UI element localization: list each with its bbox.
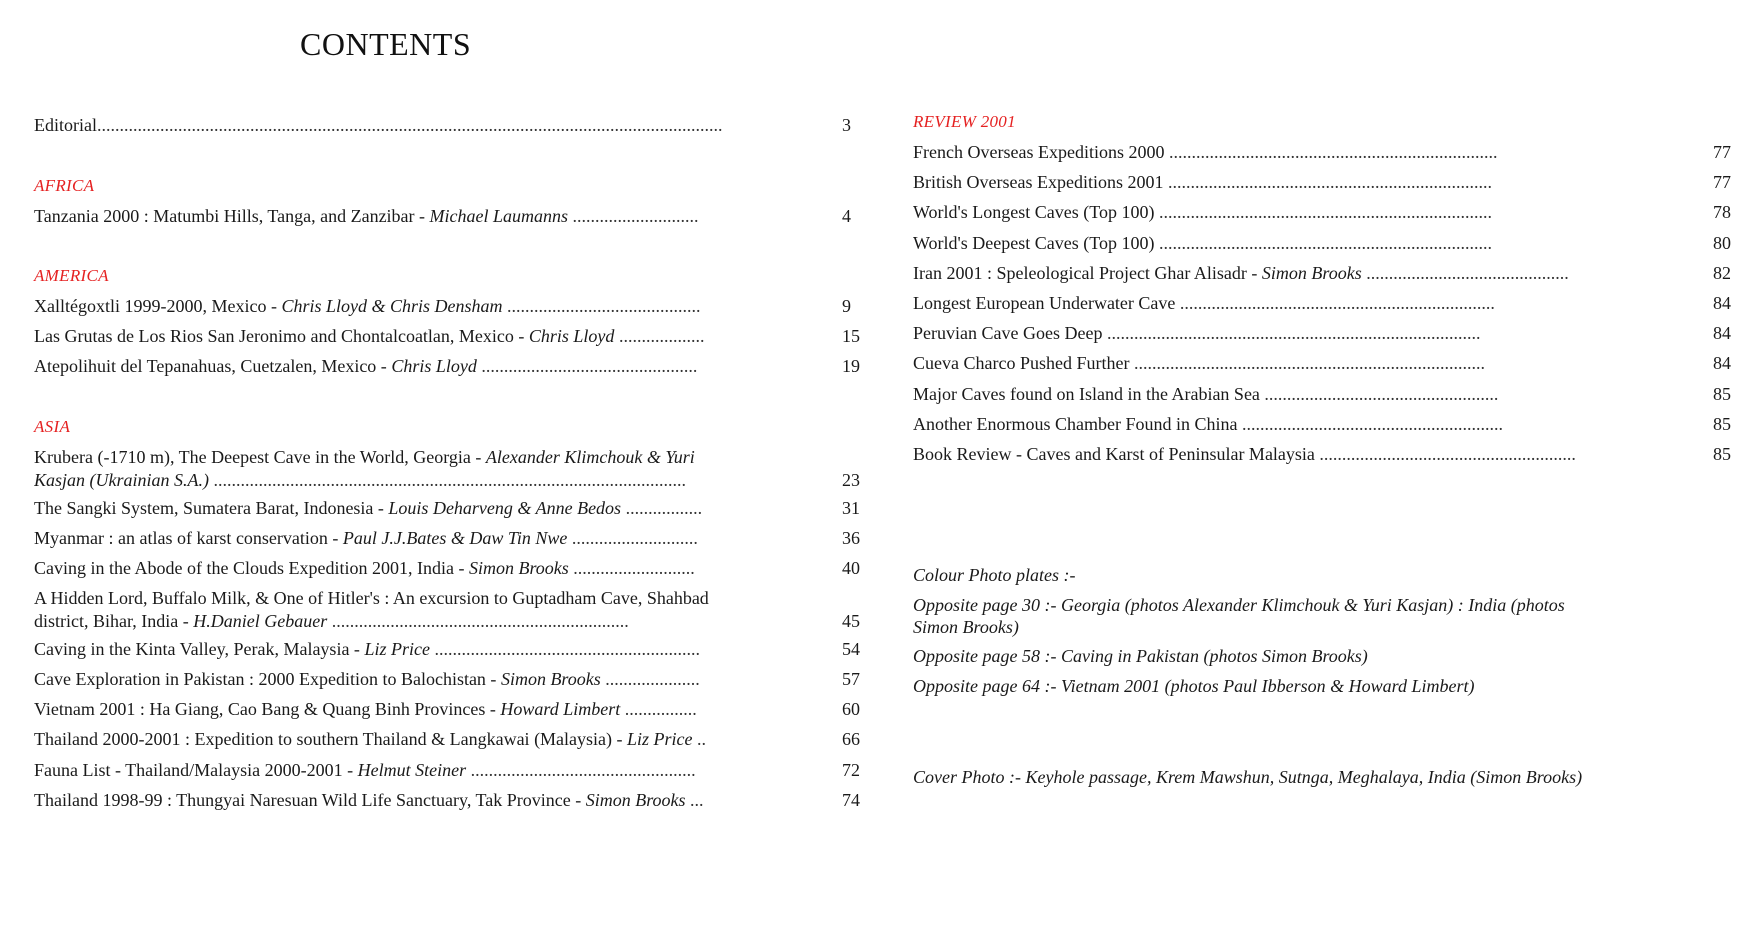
toc-entry[interactable] bbox=[913, 262, 1743, 285]
toc-entry[interactable] bbox=[34, 557, 860, 580]
leader-dots: ............................................. bbox=[1361, 263, 1569, 283]
leader-dots: ................................................ bbox=[476, 356, 698, 376]
page-number: 77 bbox=[1713, 172, 1731, 192]
toc-entry[interactable] bbox=[913, 141, 1743, 164]
page-number: 60 bbox=[842, 699, 860, 719]
section-heading-africa: AFRICA bbox=[34, 176, 95, 195]
entry-title: Peruvian Cave Goes Deep bbox=[913, 323, 1103, 343]
toc-entry[interactable] bbox=[34, 698, 860, 721]
plate-note-3: Opposite page 64 :- Vietnam 2001 (photos Paul Ibberson & Howard Limbert) bbox=[913, 676, 1475, 696]
entry-title: Major Caves found on Island in the Arabian Sea bbox=[913, 384, 1260, 404]
toc-entry[interactable] bbox=[913, 171, 1743, 194]
leader-dots: ................................................................................... bbox=[1102, 323, 1481, 343]
leader-dots: ................... bbox=[614, 326, 705, 346]
page-number: 72 bbox=[842, 760, 860, 780]
toc-entry[interactable] bbox=[34, 325, 860, 348]
section-heading-america: AMERICA bbox=[34, 266, 109, 285]
entry-author: Howard Limbert bbox=[500, 699, 621, 719]
entry-title: Xalltégoxtli 1999-2000, Mexico - bbox=[34, 296, 282, 316]
toc-entry[interactable] bbox=[34, 638, 860, 661]
entry-title: Cave Exploration in Pakistan : 2000 Expedition to Balochistan - bbox=[34, 669, 501, 689]
page-number: 45 bbox=[842, 611, 860, 631]
page-number: 84 bbox=[1713, 353, 1731, 373]
leader-dots: .................................................. bbox=[466, 760, 696, 780]
section-heading-asia: ASIA bbox=[34, 417, 71, 436]
page-number: 54 bbox=[842, 639, 860, 659]
page-number: 74 bbox=[842, 790, 860, 810]
toc-entry[interactable] bbox=[34, 497, 860, 520]
leader-dots: ........................................................... bbox=[429, 639, 700, 659]
entry-title-cont: district, Bihar, India - bbox=[34, 611, 194, 631]
section-heading-review: REVIEW 2001 bbox=[913, 112, 1016, 131]
entry-author: Liz Price bbox=[627, 729, 693, 749]
toc-entry[interactable] bbox=[913, 322, 1743, 345]
leader-dots: ........................... bbox=[568, 558, 695, 578]
page-number: 84 bbox=[1713, 323, 1731, 343]
entry-title: Iran 2001 : Speleological Project Ghar Alisadr - bbox=[913, 263, 1262, 283]
leader-dots: .......................................................... bbox=[1237, 414, 1503, 434]
entry-author: Chris Lloyd & Chris Densham bbox=[281, 296, 503, 316]
toc-entry[interactable] bbox=[913, 232, 1743, 255]
page-number: 19 bbox=[842, 356, 860, 376]
entry-author-cont: Kasjan (Ukrainian S.A.) bbox=[34, 470, 209, 490]
entry-title: Caving in the Abode of the Clouds Expedition 2001, India - bbox=[34, 558, 469, 578]
entry-author: Simon Brooks bbox=[468, 558, 569, 578]
leader-dots: ........................................... bbox=[502, 296, 701, 316]
toc-entry[interactable] bbox=[34, 728, 860, 751]
page-number: 36 bbox=[842, 528, 860, 548]
entry-author: Simon Brooks bbox=[585, 790, 686, 810]
page-number: 57 bbox=[842, 669, 860, 689]
toc-entry[interactable] bbox=[34, 789, 860, 812]
page-number: 84 bbox=[1713, 293, 1731, 313]
leader-dots: .. bbox=[692, 729, 707, 749]
page-number: 15 bbox=[842, 326, 860, 346]
leader-dots: ............................ bbox=[567, 528, 698, 548]
leader-dots: ......................................................... bbox=[1314, 444, 1576, 464]
toc-entry[interactable] bbox=[34, 295, 860, 318]
entry-title: Thailand 1998-99 : Thungyai Naresuan Wild Life Sanctuary, Tak Province - bbox=[34, 790, 586, 810]
leader-dots: ................. bbox=[621, 498, 703, 518]
leader-dots: .......................................................................... bbox=[1154, 202, 1492, 222]
entry-title: Las Grutas de Los Rios San Jeronimo and Chontalcoatlan, Mexico - bbox=[34, 326, 529, 346]
entry-title: Cueva Charco Pushed Further bbox=[913, 353, 1130, 373]
entry-author: Alexander Klimchouk & Yuri bbox=[485, 447, 695, 467]
leader-dots: .................................................... bbox=[1259, 384, 1499, 404]
entry-title: Krubera (-1710 m), The Deepest Cave in the World, Georgia - bbox=[34, 447, 486, 467]
entry-title: Another Enormous Chamber Found in China bbox=[913, 414, 1238, 434]
entry-title: Atepolihuit del Tepanahuas, Cuetzalen, Mexico - bbox=[34, 356, 392, 376]
entry-title: Vietnam 2001 : Ha Giang, Cao Bang & Quang Binh Provinces - bbox=[34, 699, 501, 719]
colour-plates-heading: Colour Photo plates :- bbox=[913, 565, 1076, 585]
page-number: 9 bbox=[842, 296, 851, 316]
page-number: 78 bbox=[1713, 202, 1731, 222]
leader-dots: .............................................................................. bbox=[1129, 353, 1485, 373]
page-number: 85 bbox=[1713, 414, 1731, 434]
entry-author: Simon Brooks bbox=[1261, 263, 1362, 283]
entry-author: Michael Laumanns bbox=[429, 206, 569, 226]
entry-title: Longest European Underwater Cave bbox=[913, 293, 1176, 313]
toc-entry[interactable] bbox=[34, 759, 860, 782]
entry-title: Editorial bbox=[34, 115, 97, 135]
toc-entry[interactable] bbox=[34, 587, 860, 633]
entry-title: French Overseas Expeditions 2000 bbox=[913, 142, 1165, 162]
toc-entry[interactable] bbox=[913, 413, 1743, 436]
leader-dots: ............................ bbox=[568, 206, 699, 226]
page-number: 82 bbox=[1713, 263, 1731, 283]
plate-note-1 bbox=[913, 594, 1673, 638]
entry-title: Fauna List - Thailand/Malaysia 2000-2001 - bbox=[34, 760, 358, 780]
page-number: 40 bbox=[842, 558, 860, 578]
page-number: 85 bbox=[1713, 384, 1731, 404]
leader-dots: ......................................................................................................... bbox=[209, 470, 686, 490]
toc-entry[interactable] bbox=[913, 201, 1743, 224]
toc-entry[interactable] bbox=[913, 292, 1743, 315]
leader-dots: ... bbox=[685, 790, 704, 810]
entry-title: Thailand 2000-2001 : Expedition to southern Thailand & Langkawai (Malaysia) - bbox=[34, 729, 628, 749]
entry-title: A Hidden Lord, Buffalo Milk, & One of Hitler's : An excursion to Guptadham Cave, Shahbad bbox=[34, 588, 709, 608]
toc-entry[interactable] bbox=[34, 527, 860, 550]
page-title: CONTENTS bbox=[300, 26, 472, 62]
plate-note-1-line1: Opposite page 30 :- Georgia (photos Alexander Klimchouk & Yuri Kasjan) : India (photos bbox=[913, 595, 1565, 615]
entry-author: Liz Price bbox=[364, 639, 430, 659]
entry-author: Paul J.J.Bates & Daw Tin Nwe bbox=[342, 528, 568, 548]
page-number: 80 bbox=[1713, 233, 1731, 253]
entry-title: World's Longest Caves (Top 100) bbox=[913, 202, 1155, 222]
leader-dots: .......................................................................... bbox=[1154, 233, 1492, 253]
entry-author: Helmut Steiner bbox=[357, 760, 467, 780]
leader-dots: ........................................................................ bbox=[1163, 172, 1492, 192]
toc-entry[interactable] bbox=[34, 668, 860, 691]
cover-photo-note: Cover Photo :- Keyhole passage, Krem Mawshun, Sutnga, Meghalaya, India (Simon Brooks) bbox=[913, 767, 1583, 787]
entry-title: The Sangki System, Sumatera Barat, Indonesia - bbox=[34, 498, 389, 518]
page-number: 77 bbox=[1713, 142, 1731, 162]
entry-title: World's Deepest Caves (Top 100) bbox=[913, 233, 1155, 253]
leader-dots: ......................................................................... bbox=[1164, 142, 1498, 162]
entry-author: Chris Lloyd bbox=[528, 326, 615, 346]
page-number: 66 bbox=[842, 729, 860, 749]
toc-entry[interactable] bbox=[913, 352, 1743, 375]
plate-note-2: Opposite page 58 :- Caving in Pakistan (photos Simon Brooks) bbox=[913, 646, 1368, 666]
entry-author: Chris Lloyd bbox=[391, 356, 477, 376]
page-number: 23 bbox=[842, 470, 860, 490]
toc-entry[interactable] bbox=[34, 446, 860, 492]
toc-entry[interactable] bbox=[34, 205, 860, 228]
toc-entry[interactable] bbox=[913, 383, 1743, 406]
entry-title: British Overseas Expeditions 2001 bbox=[913, 172, 1164, 192]
page-number: 85 bbox=[1713, 444, 1731, 464]
page-number: 31 bbox=[842, 498, 860, 518]
page-number: 3 bbox=[842, 115, 851, 135]
plate-note-1-line2: Simon Brooks) bbox=[913, 617, 1019, 637]
entry-author: Simon Brooks bbox=[500, 669, 601, 689]
entry-title: Tanzania 2000 : Matumbi Hills, Tanga, and Zanzibar - bbox=[34, 206, 430, 226]
entry-author: H.Daniel Gebauer bbox=[193, 611, 328, 631]
leader-dots: ...................................................................... bbox=[1175, 293, 1495, 313]
page-number: 4 bbox=[842, 206, 851, 226]
leader-dots: ........................................................................................................................................... bbox=[96, 115, 723, 135]
entry-title: Book Review - Caves and Karst of Peninsular Malaysia bbox=[913, 444, 1315, 464]
leader-dots: ................ bbox=[620, 699, 697, 719]
toc-entry[interactable] bbox=[913, 443, 1743, 466]
entry-title: Caving in the Kinta Valley, Perak, Malaysia - bbox=[34, 639, 365, 659]
entry-author: Louis Deharveng & Anne Bedos bbox=[388, 498, 622, 518]
leader-dots: .................................................................. bbox=[327, 611, 629, 631]
leader-dots: ..................... bbox=[600, 669, 700, 689]
toc-entry[interactable] bbox=[34, 355, 860, 378]
toc-entry-editorial[interactable] bbox=[34, 114, 860, 137]
entry-title: Myanmar : an atlas of karst conservation - bbox=[34, 528, 343, 548]
